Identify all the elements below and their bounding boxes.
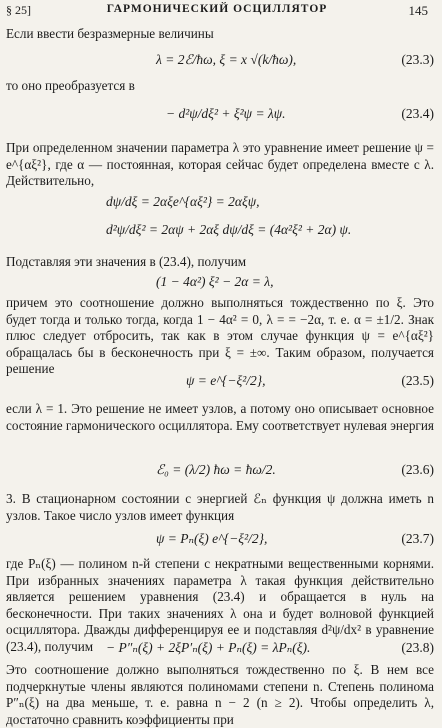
- paragraph-intro: Если ввести безразмерные величины: [6, 26, 214, 41]
- page-number: 145: [408, 3, 428, 18]
- paragraph-stationary-state: 3. В стационарном состоянии с энергией ℰₙ функция ψ должна иметь n узлов. Такое число узлов имеет функция: [6, 491, 434, 523]
- equation-first-derivative: [6, 194, 434, 212]
- equation-23-8: [6, 640, 434, 658]
- equation-body: − P″ₙ(ξ) + 2ξP′ₙ(ξ) + Pₙ(ξ) = λPₙ(ξ).: [106, 640, 311, 655]
- equation-23-3: [6, 52, 434, 70]
- section-marker: § 25]: [6, 3, 31, 17]
- equation-body: ψ = e^{−ξ²/2},: [186, 373, 266, 388]
- equation-23-7: [6, 531, 434, 549]
- running-header: [6, 3, 428, 23]
- paragraph-polynomial: где Pₙ(ξ) — полином n-й степени с некратными вещественными корнями. При избранных значениях параметра λ такая функция действительно является решением уравнения (23.4) и обращается в нуль на бесконечности. При таких значениях λ она и будет волновой функцией осциллятора. Дважды дифференцируя ее и подставляя d²ψ/dx² в уравнение (23.4), получим: [6, 556, 434, 654]
- equation-number: (23.5): [401, 373, 434, 388]
- equation-body: ℰ₀ = (λ/2) ħω = ħω/2.: [156, 462, 276, 477]
- paragraph-identity: причем это соотношение должно выполняться тождественно по ξ. Это будет тогда и только тогда, когда 1 − 4α² = 0, λ = = −2α, т. е. α = ±1/2. Знак плюс следует отбросить, так как в этом случае функция ψ = e^{αξ²} обращалась бы в бесконечность при ξ = ±∞. Таким образом, получается решение: [6, 295, 434, 377]
- equation-body: λ = 2ℰ/ħω, ξ = x √(k/ħω),: [156, 52, 297, 67]
- equation-number: (23.4): [401, 106, 434, 121]
- equation-body: ψ = Pₙ(ξ) e^{−ξ²/2},: [156, 531, 268, 546]
- equation-alpha-condition: [6, 274, 434, 292]
- paragraph-transform: то оно преобразуется в: [6, 78, 135, 93]
- equation-number: (23.3): [401, 52, 434, 67]
- equation-body: d²ψ/dξ² = 2αψ + 2αξ dψ/dξ = (4α²ξ² + 2α) ψ.: [106, 222, 352, 237]
- equation-body: (1 − 4α²) ξ² − 2α = λ,: [156, 274, 274, 289]
- equation-number: (23.8): [401, 640, 434, 655]
- equation-number: (23.6): [401, 462, 434, 477]
- paragraph-substitute: Подставляя эти значения в (23.4), получим: [6, 254, 247, 269]
- equation-number: (23.7): [401, 531, 434, 546]
- running-title: ГАРМОНИЧЕСКИЙ ОСЦИЛЛЯТОР: [106, 3, 328, 15]
- paragraph-solution-ansatz: При определенном значении параметра λ это уравнение имеет решение ψ = e^{αξ²}, где α — постоянная, которая сейчас будет определена вместе с λ. Действительно,: [6, 140, 434, 189]
- equation-23-5: [6, 373, 434, 391]
- paragraph-ground-state: если λ = 1. Это решение не имеет узлов, а потому оно описывает основное состояние гармонического осциллятора. Ему соответствует нулевая энергия: [6, 401, 434, 433]
- paragraph-identity-degree: Это соотношение должно выполняться тождественно по ξ. В нем все подчеркнутые члены являются полиномами степени n. Степень полинома P″ₙ(ξ) на два меньше, т. е. равна n − 2 (n ≥ 2). Чтобы определить λ, достаточно сравнить коэффициенты при: [6, 662, 434, 727]
- equation-23-4: [6, 106, 434, 124]
- equation-second-derivative: [6, 222, 434, 240]
- equation-23-6: [6, 462, 434, 480]
- equation-body: dψ/dξ = 2αξe^{αξ²} = 2αξψ,: [106, 194, 260, 209]
- equation-body: − d²ψ/dξ² + ξ²ψ = λψ.: [166, 106, 286, 121]
